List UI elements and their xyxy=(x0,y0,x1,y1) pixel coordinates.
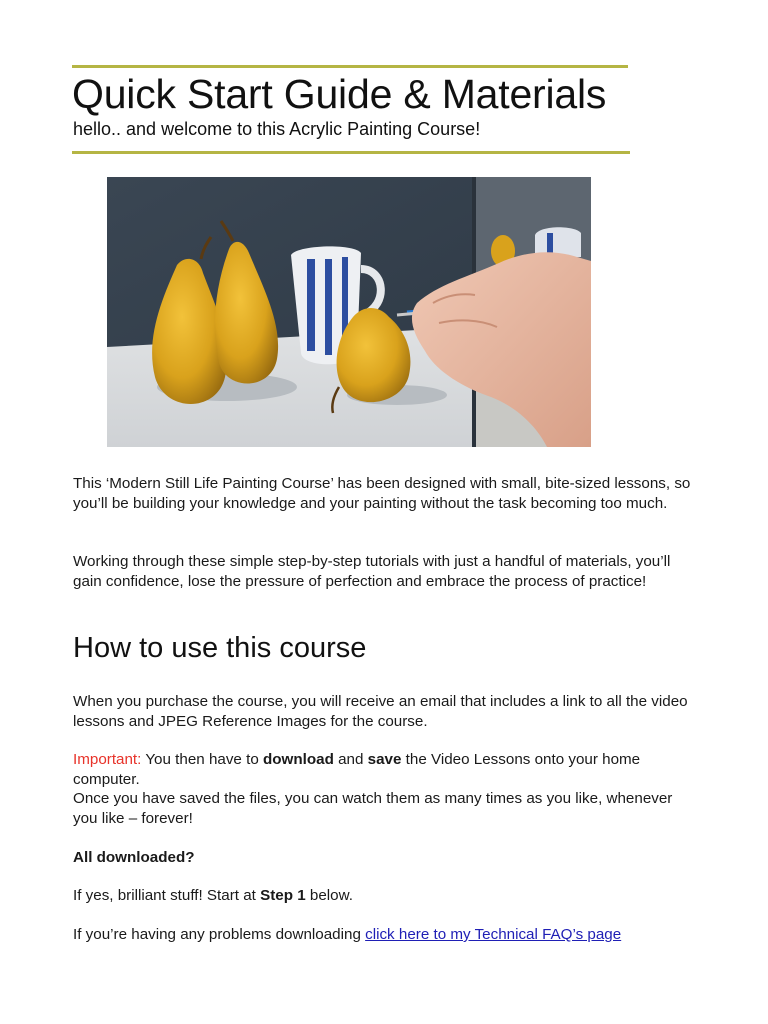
top-rule xyxy=(72,65,628,68)
hero-painting-image xyxy=(107,177,591,447)
yes-text-a: If yes, brilliant stuff! Start at xyxy=(73,887,261,904)
page-subtitle: hello.. and welcome to this Acrylic Painting Course! xyxy=(73,119,481,139)
important-paragraph xyxy=(73,750,698,828)
important-text-b: the Video Lessons onto your home computer. xyxy=(73,751,641,788)
purchase-paragraph: When you purchase the course, you will receive an email that includes a link to all the video lessons and JPEG Reference Images for the course. xyxy=(73,693,688,730)
step-1-keyword: Step 1 xyxy=(260,887,306,904)
all-downloaded-label: All downloaded? xyxy=(73,849,195,866)
yes-text-b: below. xyxy=(305,887,353,904)
all-downloaded-question xyxy=(73,848,698,868)
problems-text: If you’re having any problems downloading xyxy=(73,926,366,943)
important-label: Important: xyxy=(73,751,142,768)
save-keyword: save xyxy=(367,751,402,768)
technical-faq-link[interactable]: click here to my Technical FAQ’s page xyxy=(365,926,622,943)
important-text-a: You then have to xyxy=(141,751,263,768)
page-title: Quick Start Guide & Materials xyxy=(72,71,607,117)
section-heading: How to use this course xyxy=(73,632,367,664)
download-keyword: download xyxy=(263,751,334,768)
bottom-rule xyxy=(72,151,630,154)
yes-paragraph xyxy=(73,886,698,906)
problems-paragraph xyxy=(73,925,698,945)
intro-paragraph-2: Working through these simple step-by-step tutorials with just a handful of materials, you’ll gain confidence, lose the pressure of perfection and embrace the process of practice! xyxy=(73,553,671,590)
intro-paragraph-1: This ‘Modern Still Life Painting Course’ has been designed with small, bite-sized lessons, so you’ll be building your knowledge and your painting without the task becoming too much. xyxy=(73,475,691,512)
and-text: and xyxy=(333,751,368,768)
saved-files-text: Once you have saved the files, you can watch them as many times as you like, whenever you like – forever! xyxy=(73,790,673,827)
